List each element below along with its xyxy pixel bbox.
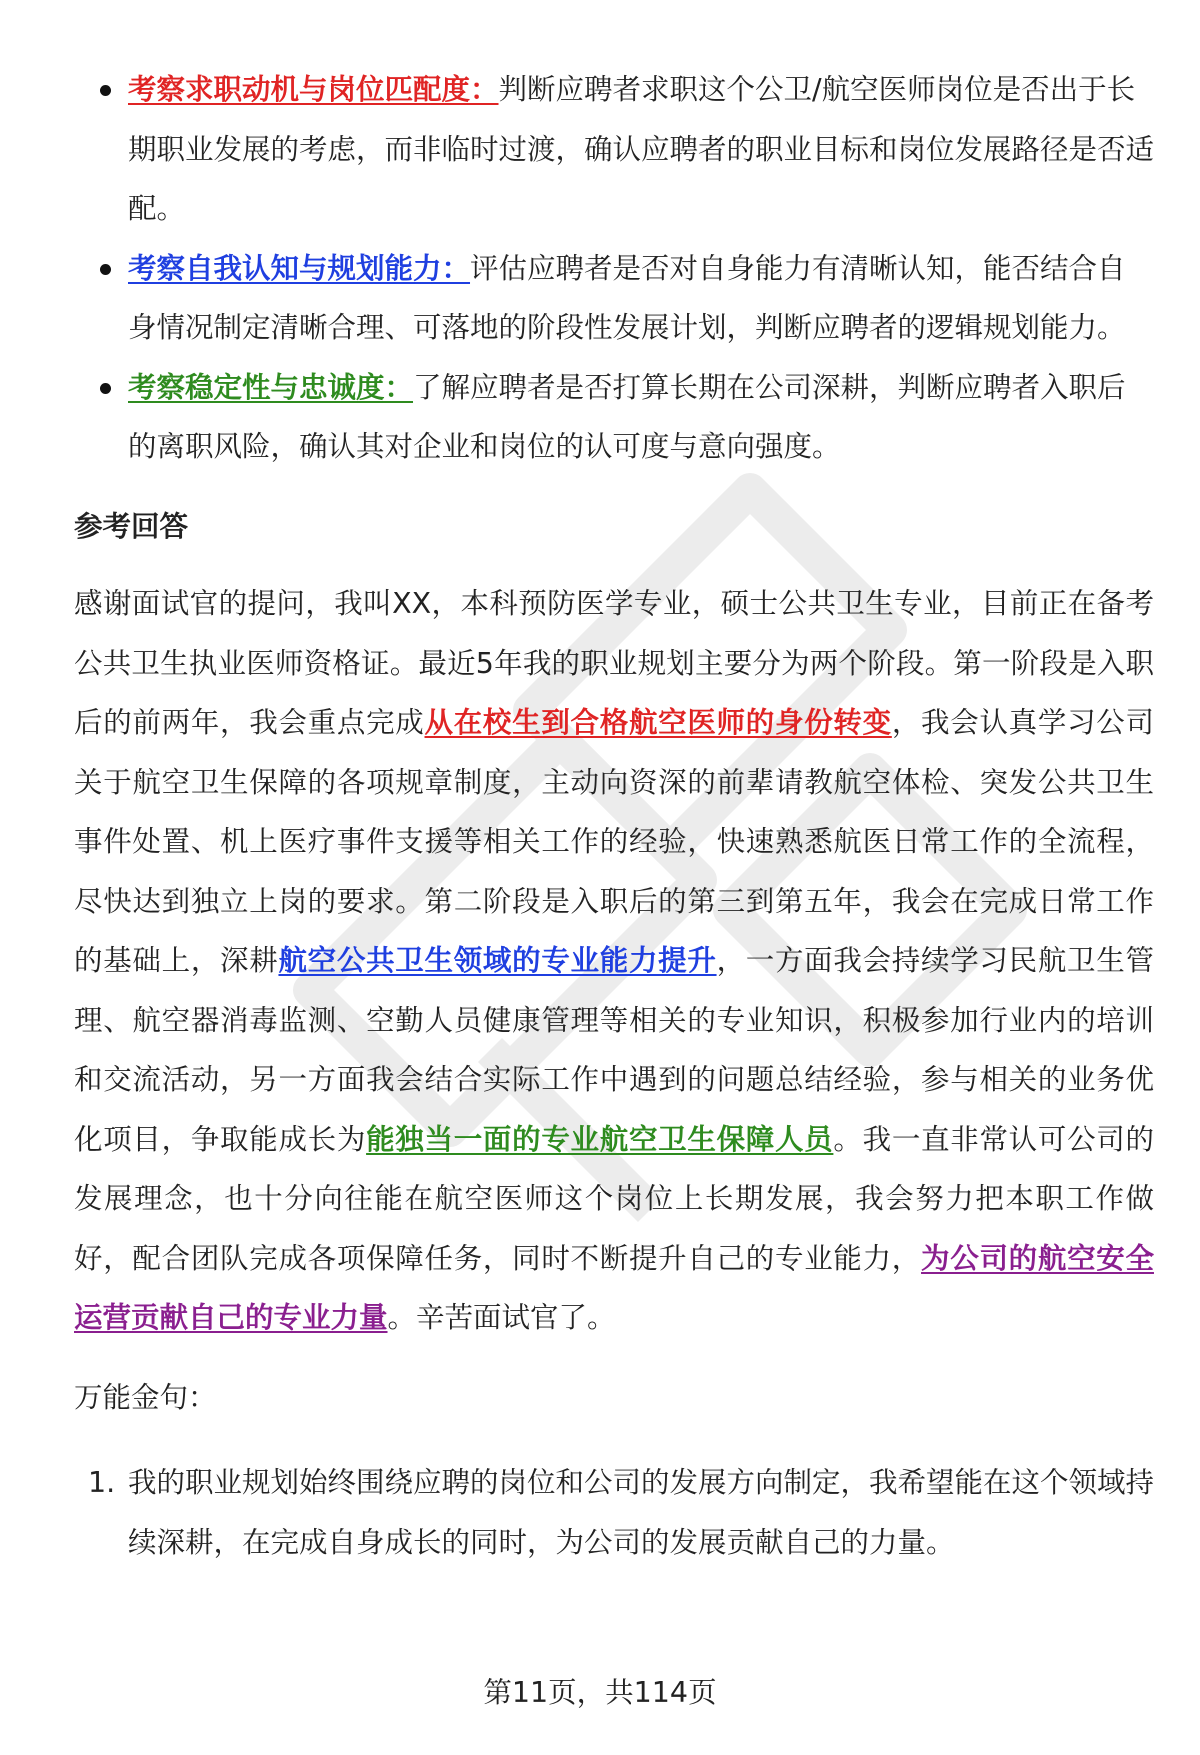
answer-text: 感谢面试官的提问，我叫XX，本科预防医学专业，硕士公共卫生专业，目前正在备考公共卫生执业医师资格证。最近5年我的职业规划主要分为两个阶段。第一阶段是入职后的前两年，我会重点完成 <box>74 587 1154 739</box>
bullet-dot-icon <box>100 85 111 96</box>
content-area <box>74 60 1154 1572</box>
answer-text: ，我会认真学习公司关于航空卫生保障的各项规章制度，主动向资深的前辈请教航空体检、突发公共卫生事件处置、机上医疗事件支援等相关工作的经验，快速熟悉航医日常工作的全流程，尽快达到独立上岗的要求。第二阶段是入职后的第三到第五年，我会在完成日常工作的基础上，深耕 <box>74 706 1154 977</box>
reference-answer-paragraph <box>74 574 1154 1348</box>
assessment-point-text: 判断应聘者求职这个公卫/航空医师岗位是否出于长期职业发展的考虑，而非临时过渡，确认应聘者的职业目标和岗位发展路径是否适配。 <box>128 73 1155 225</box>
assessment-points-list <box>74 60 1154 477</box>
answer-text: 。辛苦面试官了。 <box>387 1301 616 1334</box>
assessment-point-title: 考察稳定性与忠诚度： <box>128 370 414 404</box>
answer-highlight: 从在校生到合格航空医师的身份转变 <box>424 706 892 739</box>
golden-sentence-item <box>74 1453 1154 1572</box>
assessment-point <box>74 239 1154 358</box>
reference-answer-heading: 参考回答 <box>74 509 189 543</box>
answer-highlight: 能独当一面的专业航空卫生保障人员 <box>366 1122 834 1156</box>
assessment-point-text: 评估应聘者是否对自身能力有清晰认知，能否结合自身情况制定清晰合理、可落地的阶段性发展计划，判断应聘者的逻辑规划能力。 <box>128 251 1126 344</box>
assessment-point-title: 考察自我认知与规划能力： <box>128 251 471 285</box>
answer-highlight: 航空公共卫生领域的专业能力提升 <box>278 944 717 977</box>
assessment-point-title: 考察求职动机与岗位匹配度： <box>128 73 499 106</box>
bullet-dot-icon <box>100 383 111 394</box>
golden-sentences-list <box>74 1453 1154 1572</box>
answer-highlight: 为公司的航空安全运营贡献自己的专业力量 <box>74 1241 1154 1334</box>
page-number-footer: 第11页，共114页 <box>483 1676 717 1709</box>
answer-text: 。我一直非常认可公司的发展理念，也十分向往能在航空医师这个岗位上长期发展，我会努力把本职工作做好，配合团队完成各项保障任务，同时不断提升自己的专业能力， <box>74 1122 1154 1275</box>
list-number: 1. <box>88 1466 116 1499</box>
assessment-point-text: 了解应聘者是否打算长期在公司深耕，判断应聘者入职后的离职风险，确认其对企业和岗位的认可度与意向强度。 <box>128 370 1126 463</box>
bullet-dot-icon <box>100 264 111 275</box>
answer-text: ，一方面我会持续学习民航卫生管理、航空器消毒监测、空勤人员健康管理等相关的专业知识，积极参加行业内的培训和交流活动，另一方面我会结合实际工作中遇到的问题总结经验，参与相关的业务优化项目，争取能成长为 <box>74 944 1154 1156</box>
assessment-point <box>74 60 1154 239</box>
assessment-point <box>74 358 1154 477</box>
golden-sentences-label: 万能金句： <box>74 1380 217 1414</box>
golden-sentence-text: 我的职业规划始终围绕应聘的岗位和公司的发展方向制定，我希望能在这个领域持续深耕，在完成自身成长的同时，为公司的发展贡献自己的力量。 <box>128 1466 1155 1559</box>
